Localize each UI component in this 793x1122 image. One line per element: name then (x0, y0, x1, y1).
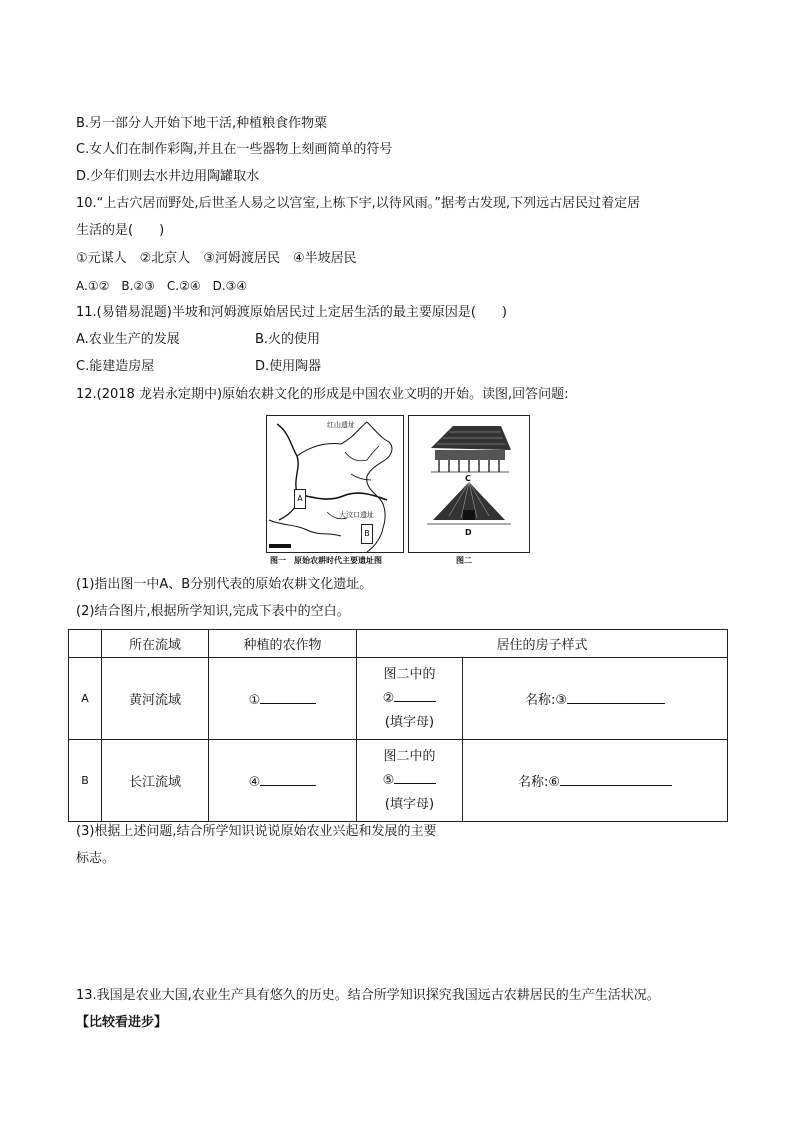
figure-prefix: 图二中的 (383, 748, 436, 764)
question-10-stem: 10.“上古穴居而野处,后世圣人易之以宫室,上栋下宇,以待风雨。”据考古发现,下列远古居民过着定居 (76, 196, 641, 211)
site-a-box: A (294, 489, 306, 509)
label-c: C (465, 474, 471, 483)
question-10-items: ①元谋人 ②北京人 ③河姆渡居民 ④半坡居民 (76, 251, 357, 266)
table-row (69, 740, 728, 822)
crop-blank[interactable] (260, 689, 316, 704)
name-label: 名称:⑥ (517, 775, 561, 790)
dawenkou-label: 大汶口遗址 (339, 511, 374, 519)
row-name-cell (463, 658, 728, 740)
section-heading: 【比较看进步】 (76, 1015, 168, 1030)
row-basin: 长江流域 (102, 740, 209, 822)
figure-blank[interactable] (394, 769, 436, 784)
header-house: 居住的房子样式 (357, 630, 728, 658)
map-drawing (267, 416, 403, 552)
name-label: 名称:③ (524, 693, 568, 708)
option-b: B.另一部分人开始下地干活,种植粮食作物粟 (76, 116, 328, 131)
name-blank[interactable] (560, 771, 672, 786)
figure-marker: ⑤ (382, 772, 395, 788)
header-crop: 种植的农作物 (209, 630, 357, 658)
question-12-part-3-cont: 标志。 (76, 851, 116, 866)
question-12-part-3: (3)根据上述问题,结合所学知识说说原始农业兴起和发展的主要 (76, 824, 437, 839)
question-11-option-b: B.火的使用 (255, 332, 321, 347)
row-figure-cell (357, 740, 463, 822)
figure-marker: ② (382, 690, 395, 706)
row-figure-cell (357, 658, 463, 740)
question-10-stem-cont: 生活的是( ) (76, 223, 165, 238)
question-11-option-d: D.使用陶器 (255, 359, 322, 374)
figure-group (266, 415, 528, 567)
question-11-option-c: C.能建造房屋 (76, 359, 155, 374)
picture-caption: 图二 (456, 556, 472, 565)
label-d: D (465, 528, 472, 537)
question-10-choices: A.①② B.②③ C.②④ D.③④ (76, 279, 248, 293)
map-panel (266, 415, 404, 553)
row-basin: 黄河流域 (102, 658, 209, 740)
question-13-stem: 13.我国是农业大国,农业生产具有悠久的历史。结合所学知识探究我国远古农耕居民的生产生活状况。 (76, 988, 660, 1003)
figure-note: (填字母) (384, 796, 435, 812)
crop-marker: ④ (248, 775, 261, 790)
question-11-option-a: A.农业生产的发展 (76, 332, 180, 347)
crop-blank[interactable] (260, 771, 316, 786)
row-crop-cell (209, 740, 357, 822)
row-id: A (69, 658, 102, 740)
name-blank[interactable] (567, 689, 665, 704)
figure-answer (357, 769, 462, 793)
picture-panel (408, 415, 530, 553)
hongshan-label: 红山遗址 (327, 421, 355, 429)
table-header-row (69, 630, 728, 658)
semi-subterranean-house (427, 482, 511, 524)
site-b-box: B (361, 524, 373, 544)
header-basin: 所在流域 (102, 630, 209, 658)
map-caption: 图一 原始农耕时代主要遗址图 (270, 556, 382, 565)
figure-prefix: 图二中的 (383, 666, 436, 682)
row-id: B (69, 740, 102, 822)
header-blank (69, 630, 102, 658)
figure-blank[interactable] (394, 687, 436, 702)
question-12-part-2: (2)结合图片,根据所学知识,完成下表中的空白。 (76, 604, 350, 619)
stilt-house (431, 426, 511, 472)
figure-note: (填字母) (384, 714, 435, 730)
question-11-stem: 11.(易错易混题)半坡和河姆渡原始居民过上定居生活的最主要原因是( ) (76, 305, 507, 320)
question-12-stem: 12.(2018 龙岩永定期中)原始农耕文化的形成是中国农业文明的开始。读图,回答问题: (76, 387, 569, 402)
option-d: D.少年们则去水井边用陶罐取水 (76, 169, 260, 184)
figure-answer (357, 687, 462, 711)
answer-table (68, 629, 728, 822)
question-12-part-1: (1)指出图一中A、B分别代表的原始农耕文化遗址。 (76, 577, 373, 592)
table-row (69, 658, 728, 740)
row-name-cell (463, 740, 728, 822)
option-c: C.女人们在制作彩陶,并且在一些器物上刻画简单的符号 (76, 142, 393, 157)
row-crop-cell (209, 658, 357, 740)
crop-marker: ① (248, 693, 261, 708)
